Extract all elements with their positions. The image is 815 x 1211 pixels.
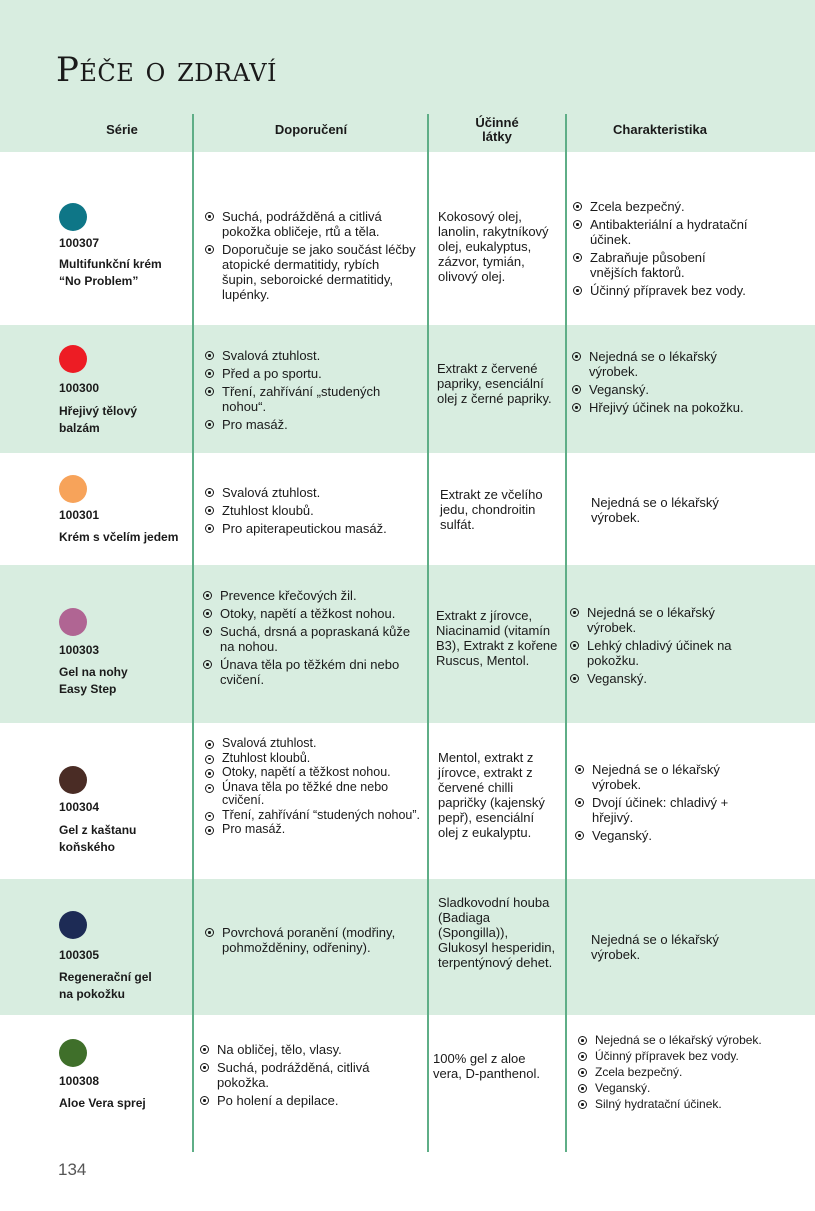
recommendations-list	[200, 1042, 420, 1111]
list-item	[203, 624, 415, 654]
list-item-text: Veganský.	[592, 828, 652, 843]
list-item	[573, 199, 748, 214]
table-row	[0, 453, 815, 565]
circle-bullet-icon	[570, 674, 579, 683]
product-color-dot	[59, 608, 87, 636]
characteristics-list	[578, 1034, 768, 1114]
circle-bullet-icon	[205, 740, 214, 749]
list-item	[200, 1042, 420, 1057]
list-item	[205, 737, 425, 751]
product-name-line: Gel na nohy	[59, 665, 128, 679]
recommendations-list	[205, 209, 417, 305]
list-item-text: Veganský.	[589, 382, 649, 397]
circle-bullet-icon	[575, 765, 584, 774]
list-item-text: Pro apiterapeutickou masáž.	[222, 521, 387, 536]
circle-bullet-icon	[205, 769, 214, 778]
list-item	[572, 382, 748, 397]
product-name-line: balzám	[59, 421, 100, 435]
characteristics-list	[572, 349, 748, 418]
circle-bullet-icon	[573, 253, 582, 262]
ingredients-text: Mentol, extrakt z jírovce, extrakt z červené chilli papričky (kajenský pepř), esenciální olej z eukalyptu.	[438, 750, 545, 840]
table-row	[0, 565, 815, 723]
list-item	[205, 485, 420, 500]
product-name	[59, 1095, 189, 1112]
table-row	[0, 879, 815, 1015]
product-name-line: na pokožku	[59, 987, 126, 1001]
list-item	[575, 828, 750, 843]
recommendations-list	[205, 737, 425, 838]
circle-bullet-icon	[205, 506, 214, 515]
product-code: 100304	[59, 800, 100, 814]
list-item	[573, 283, 748, 298]
list-item-text: Svalová ztuhlost.	[222, 348, 321, 363]
list-item-text: Zcela bezpečný.	[595, 1065, 683, 1079]
list-item	[575, 795, 750, 825]
list-item	[205, 366, 417, 381]
list-item-text: Doporučuje se jako součást léčby atopické dermatitidy, rybích šupin, seboroické dermatitidy, lupénky.	[222, 242, 416, 302]
list-item	[578, 1034, 768, 1047]
recommendations-list	[203, 588, 415, 690]
list-item-text: Ztuhlost kloubů.	[222, 503, 314, 518]
recommendations-list	[205, 485, 420, 539]
characteristics-text: Nejedná se o lékařský výrobek.	[591, 932, 719, 962]
column-divider	[565, 114, 567, 1152]
circle-bullet-icon	[570, 641, 579, 650]
circle-bullet-icon	[205, 488, 214, 497]
list-item	[205, 766, 425, 780]
column-header-ucinne-latky	[430, 112, 564, 148]
circle-bullet-icon	[205, 524, 214, 533]
list-item	[203, 657, 415, 687]
circle-bullet-icon	[205, 369, 214, 378]
list-item-text: Antibakteriální a hydratační účinek.	[590, 217, 748, 247]
list-item-text: Zabraňuje působení vnějších faktorů.	[590, 250, 706, 280]
circle-bullet-icon	[200, 1096, 209, 1105]
list-item-text: Prevence křečových žil.	[220, 588, 357, 603]
product-code: 100303	[59, 643, 100, 657]
list-item	[205, 209, 417, 239]
product-color-dot	[59, 766, 87, 794]
list-item	[205, 348, 417, 363]
circle-bullet-icon	[578, 1068, 587, 1077]
product-color-dot	[59, 345, 87, 373]
list-item-text: Veganský.	[595, 1081, 651, 1095]
list-item-text: Nejedná se o lékařský výrobek.	[589, 349, 717, 379]
product-code: 100301	[59, 508, 100, 522]
list-item	[570, 638, 750, 668]
list-item-text: Před a po sportu.	[222, 366, 322, 381]
circle-bullet-icon	[200, 1063, 209, 1072]
column-header-charakteristika: Charakteristika	[613, 122, 707, 137]
circle-bullet-icon	[575, 831, 584, 840]
product-name-line: Aloe Vera sprej	[59, 1096, 146, 1110]
list-item-text: Tření, zahřívání „studených nohou“.	[222, 384, 381, 414]
circle-bullet-icon	[578, 1084, 587, 1093]
circle-bullet-icon	[205, 784, 214, 793]
recommendations-list	[205, 348, 417, 435]
circle-bullet-icon	[203, 591, 212, 600]
list-item-text: Na obličej, tělo, vlasy.	[217, 1042, 342, 1057]
product-name	[59, 529, 194, 546]
circle-bullet-icon	[573, 220, 582, 229]
list-item	[572, 349, 748, 379]
circle-bullet-icon	[575, 798, 584, 807]
list-item	[205, 503, 420, 518]
list-item	[578, 1082, 768, 1095]
list-item-text: Únava těla po těžké dne nebo cvičení.	[222, 779, 389, 807]
column-divider	[427, 114, 429, 1152]
list-item	[205, 521, 420, 536]
product-name-line: Gel z kaštanu	[59, 823, 137, 837]
product-code: 100300	[59, 381, 100, 395]
list-item-text: Tření, zahřívání “studených nohou”.	[222, 807, 421, 822]
circle-bullet-icon	[578, 1100, 587, 1109]
list-item-text: Svalová ztuhlost.	[222, 736, 317, 750]
product-name-line: Regenerační gel	[59, 970, 152, 984]
product-name-line: Multifunkční krém	[59, 257, 162, 271]
product-name	[59, 822, 189, 856]
list-item	[205, 809, 425, 823]
list-item	[205, 417, 417, 432]
ingredients-text: Extrakt ze včelího jedu, chondroitin sulfát.	[440, 487, 543, 532]
list-item	[205, 823, 425, 837]
characteristics-list	[570, 605, 750, 689]
list-item	[203, 588, 415, 603]
circle-bullet-icon	[203, 609, 212, 618]
list-item-text: Povrchová poranění (modřiny, pohmožděniny, odřeniny).	[222, 925, 396, 955]
product-name-line: Easy Step	[59, 682, 117, 696]
list-item	[578, 1066, 768, 1079]
circle-bullet-icon	[205, 420, 214, 429]
list-item	[200, 1093, 420, 1108]
list-item-text: Lehký chladivý účinek na pokožku.	[587, 638, 732, 668]
list-item-text: Nejedná se o lékařský výrobek.	[595, 1033, 762, 1047]
list-item-text: Silný hydratační účinek.	[595, 1097, 722, 1111]
product-code: 100307	[59, 236, 100, 250]
product-color-dot	[59, 203, 87, 231]
list-item-text: Suchá, drsná a popraskaná kůže na nohou.	[220, 624, 411, 654]
circle-bullet-icon	[570, 608, 579, 617]
list-item	[573, 250, 748, 280]
list-item	[578, 1050, 768, 1063]
ingredients-text: 100% gel z aloe vera, D-panthenol.	[433, 1051, 540, 1081]
circle-bullet-icon	[205, 755, 214, 764]
product-name	[59, 664, 189, 698]
page-number: 134	[58, 1160, 87, 1179]
list-item-text: Suchá, podrážděná a citlivá pokožka obličeje, rtů a těla.	[222, 209, 382, 239]
product-name-line: Hřejivý tělový	[59, 404, 138, 418]
list-item-text: Účinný přípravek bez vody.	[595, 1049, 739, 1063]
circle-bullet-icon	[572, 385, 581, 394]
product-code: 100305	[59, 948, 100, 962]
characteristics-list	[573, 199, 748, 301]
column-header-ucinne-latky-line2: látky	[482, 129, 512, 144]
circle-bullet-icon	[205, 212, 214, 221]
circle-bullet-icon	[205, 928, 214, 937]
column-divider	[192, 114, 194, 1152]
circle-bullet-icon	[205, 351, 214, 360]
list-item-text: Hřejivý účinek na pokožku.	[589, 400, 744, 415]
list-item-text: Po holení a depilace.	[217, 1093, 339, 1108]
list-item-text: Veganský.	[587, 671, 647, 686]
ingredients-text: Extrakt z jírovce, Niacinamid (vitamín B3), Extrakt z kořene Ruscus, Mentol.	[436, 608, 558, 668]
circle-bullet-icon	[205, 245, 214, 254]
column-header-serie: Série	[106, 122, 138, 137]
table-row	[0, 152, 815, 325]
list-item-text: Svalová ztuhlost.	[222, 485, 321, 500]
recommendations-list	[205, 925, 417, 958]
table-row	[0, 723, 815, 879]
circle-bullet-icon	[572, 352, 581, 361]
list-item	[570, 605, 750, 635]
column-header-doporuceni: Doporučení	[274, 122, 348, 137]
circle-bullet-icon	[573, 286, 582, 295]
column-header-ucinne-latky-line1: Účinné	[475, 115, 519, 130]
list-item	[572, 400, 748, 415]
list-item	[200, 1060, 420, 1090]
list-item	[573, 217, 748, 247]
list-item-text: Účinný přípravek bez vody.	[590, 283, 746, 298]
ingredients-text: Sladkovodní houba (Badiaga (Spongilla)), Glukosyl hesperidin, terpentýnový dehet.	[438, 895, 556, 970]
list-item	[575, 762, 750, 792]
ingredients-text: Kokosový olej, lanolin, rakytníkový olej, eukalyptus, zázvor, tymián, olivový olej.	[438, 209, 549, 284]
product-color-dot	[59, 911, 87, 939]
product-name-line: Krém s včelím jedem	[59, 530, 179, 544]
circle-bullet-icon	[203, 660, 212, 669]
list-item-text: Nejedná se o lékařský výrobek.	[592, 762, 720, 792]
product-name	[59, 403, 189, 437]
list-item-text: Otoky, napětí a těžkost nohou.	[222, 765, 391, 779]
circle-bullet-icon	[205, 387, 214, 396]
circle-bullet-icon	[578, 1036, 587, 1045]
product-name	[59, 969, 189, 1003]
list-item	[205, 752, 425, 766]
list-item-text: Ztuhlost kloubů.	[222, 750, 311, 765]
list-item-text: Zcela bezpečný.	[590, 199, 685, 214]
circle-bullet-icon	[578, 1052, 587, 1061]
circle-bullet-icon	[203, 627, 212, 636]
list-item	[578, 1098, 768, 1111]
circle-bullet-icon	[572, 403, 581, 412]
ingredients-text: Extrakt z červené papriky, esenciální olej z černé papriky.	[437, 361, 552, 406]
circle-bullet-icon	[200, 1045, 209, 1054]
list-item	[570, 671, 750, 686]
product-name-line: “No Problem”	[59, 274, 139, 288]
list-item	[203, 606, 415, 621]
list-item-text: Nejedná se o lékařský výrobek.	[587, 605, 715, 635]
table-row	[0, 325, 815, 453]
list-item	[205, 925, 417, 955]
list-item-text: Otoky, napětí a těžkost nohou.	[220, 606, 396, 621]
product-name	[59, 256, 189, 290]
table-row	[0, 1015, 815, 1152]
list-item	[205, 781, 425, 808]
list-item-text: Pro masáž.	[222, 417, 288, 432]
characteristics-list	[575, 762, 750, 846]
list-item	[205, 242, 417, 302]
list-item-text: Pro masáž.	[222, 822, 286, 836]
list-item-text: Únava těla po těžkém dni nebo cvičení.	[220, 657, 400, 687]
product-code: 100308	[59, 1074, 100, 1088]
list-item-text: Dvojí účinek: chladivý + hřejivý.	[592, 795, 729, 825]
circle-bullet-icon	[205, 826, 214, 835]
product-color-dot	[59, 1039, 87, 1067]
product-name-line: koňského	[59, 840, 116, 854]
product-color-dot	[59, 475, 87, 503]
page-title: Péče o zdraví	[56, 50, 278, 90]
circle-bullet-icon	[573, 202, 582, 211]
list-item-text: Suchá, podrážděná, citlivá pokožka.	[217, 1060, 370, 1090]
characteristics-text: Nejedná se o lékařský výrobek.	[591, 495, 719, 525]
circle-bullet-icon	[205, 812, 214, 821]
list-item	[205, 384, 417, 414]
